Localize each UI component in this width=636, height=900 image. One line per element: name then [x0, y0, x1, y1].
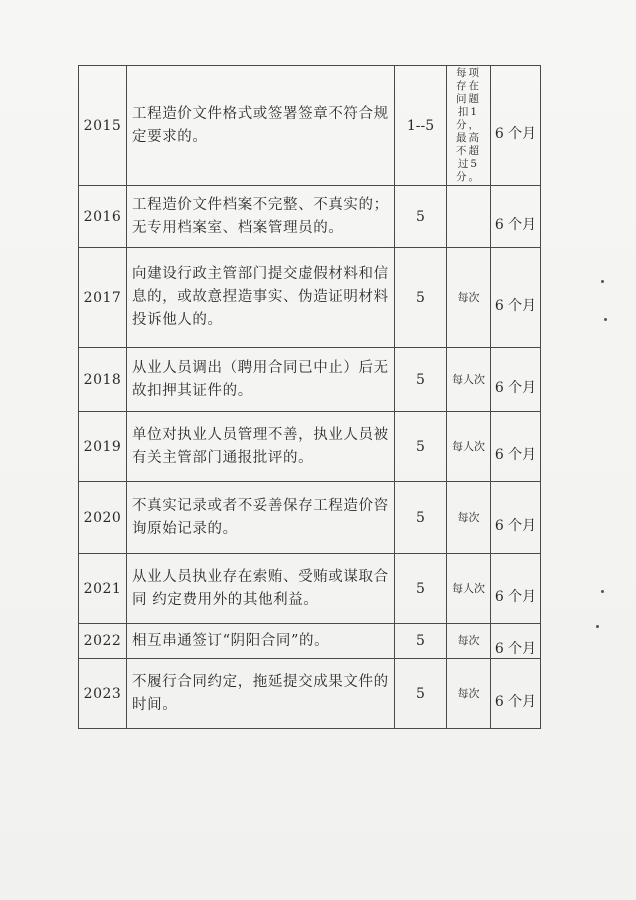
row-frequency: 每次 [447, 482, 491, 554]
row-term: 6 个月 [491, 554, 541, 624]
row-description: 从业人员执业存在索贿、受贿或谋取合同 约定费用外的其他利益。 [127, 554, 395, 624]
row-description: 工程造价文件格式或签署签章不符合规定要求的。 [127, 66, 395, 186]
row-term: 6 个月 [491, 66, 541, 186]
row-description: 相互串通签订“阴阳合同”的。 [127, 624, 395, 659]
row-frequency: 每人次 [447, 554, 491, 624]
row-description: 从业人员调出（聘用合同已中止）后无故扣押其证件的。 [127, 348, 395, 412]
row-code: 2023 [79, 659, 127, 729]
table-row [79, 482, 541, 554]
row-description: 工程造价文件档案不完整、不真实的；无专用档案室、档案管理员的。 [127, 186, 395, 248]
table-row [79, 659, 541, 729]
row-term: 6 个月 [491, 248, 541, 348]
scan-speck [596, 625, 599, 628]
row-frequency [447, 66, 491, 186]
table-row [79, 412, 541, 482]
table-row [79, 348, 541, 412]
row-frequency: 每人次 [447, 348, 491, 412]
scan-speck [601, 280, 604, 283]
row-score: 5 [395, 482, 447, 554]
row-term: 6 个月 [491, 624, 541, 659]
row-term: 6 个月 [491, 186, 541, 248]
table-row [79, 624, 541, 659]
row-code: 2019 [79, 412, 127, 482]
row-score: 5 [395, 186, 447, 248]
row-frequency: 每次 [447, 624, 491, 659]
table-row [79, 554, 541, 624]
row-code: 2016 [79, 186, 127, 248]
row-frequency [447, 186, 491, 248]
row-term: 6 个月 [491, 412, 541, 482]
table-row [79, 66, 541, 186]
row-term: 6 个月 [491, 659, 541, 729]
table-row [79, 248, 541, 348]
row-frequency: 每次 [447, 248, 491, 348]
row-code: 2022 [79, 624, 127, 659]
row-description: 单位对执业人员管理不善，执业人员被有关主管部门通报批评的。 [127, 412, 395, 482]
row-score: 5 [395, 412, 447, 482]
row-description: 向建设行政主管部门提交虚假材料和信息的，或故意捏造事实、伪造证明材料投诉他人的。 [127, 248, 395, 348]
row-score: 5 [395, 248, 447, 348]
row-score: 1--5 [395, 66, 447, 186]
scan-speck [601, 590, 604, 593]
row-score: 5 [395, 624, 447, 659]
row-frequency-text: 每项存在问题扣1分，最高不超过5分。 [456, 67, 481, 183]
row-score: 5 [395, 554, 447, 624]
table-row [79, 186, 541, 248]
row-frequency: 每次 [447, 659, 491, 729]
row-score: 5 [395, 348, 447, 412]
row-code: 2018 [79, 348, 127, 412]
row-term: 6 个月 [491, 348, 541, 412]
row-code: 2020 [79, 482, 127, 554]
row-score: 5 [395, 659, 447, 729]
row-description: 不真实记录或者不妥善保存工程造价咨询原始记录的。 [127, 482, 395, 554]
row-frequency: 每人次 [447, 412, 491, 482]
row-description: 不履行合同约定，拖延提交成果文件的时间。 [127, 659, 395, 729]
row-code: 2015 [79, 66, 127, 186]
row-code: 2017 [79, 248, 127, 348]
row-term: 6 个月 [491, 482, 541, 554]
row-code: 2021 [79, 554, 127, 624]
penalty-table [78, 65, 541, 729]
scan-speck [604, 318, 607, 321]
